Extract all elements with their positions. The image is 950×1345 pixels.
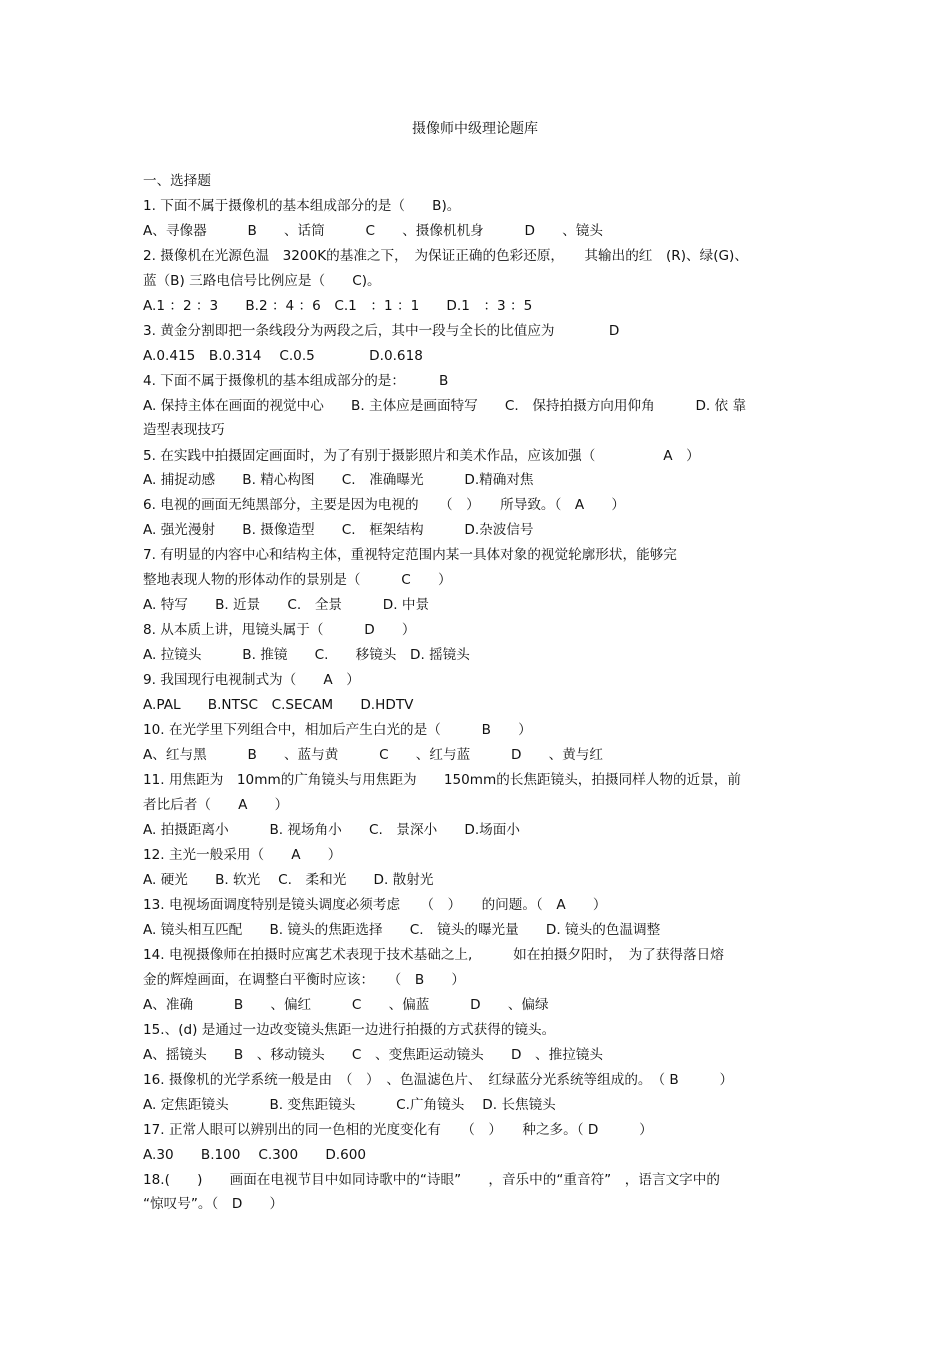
text-line: 6. 电视的画面无纯黑部分，主要是因为电视的 （ ） 所导致。（ A ） xyxy=(143,497,625,513)
text-line: 8. 从本质上讲，甩镜头属于（ D ） xyxy=(143,622,416,638)
text-line: A.PAL B.NTSC C.SECAM D.HDTV xyxy=(143,697,414,713)
text-line: 13. 电视场面调度特别是镜头调度必须考虑 （ ） 的问题。（ A ） xyxy=(143,897,607,913)
text-line: 4. 下面不属于摄像机的基本组成部分的是： B xyxy=(143,373,449,389)
text-line: 18.( ) 画面在电视节目中如同诗歌中的“诗眼” ，音乐中的“重音符” ，语言文字中的 xyxy=(143,1172,720,1188)
text-line: A. 拉镜头 B. 推镜 C. 移镜头 D. 摇镜头 xyxy=(143,647,470,663)
text-line: A. 定焦距镜头 B. 变焦距镜头 C.广角镜头 D. 长焦镜头 xyxy=(143,1097,556,1113)
text-line: A. 捕捉动感 B. 精心构图 C. 准确曝光 D.精确对焦 xyxy=(143,472,534,488)
text-line: A.30 B.100 C.300 D.600 xyxy=(143,1147,367,1163)
text-line: A. 强光漫射 B. 摄像造型 C. 框架结构 D.杂波信号 xyxy=(143,522,534,538)
text-line: A.1 ：2 ：3 B.2 ：4 ：6 C.1 ：1 ：1 D.1 ：3 ：5 xyxy=(143,298,533,314)
text-line: 16. 摄像机的光学系统一般是由 （ ） 、色温滤色片、 红绿蓝分光系统等组成的。 （ B ） xyxy=(143,1072,734,1088)
text-line: 5. 在实践中拍摄固定画面时，为了有别于摄影照片和美术作品，应该加强（ A ） xyxy=(143,448,700,464)
text-line: A. 硬光 B. 软光 C. 柔和光 D. 散射光 xyxy=(143,872,434,888)
text-line: A、摇镜头 B 、移动镜头 C 、变焦距运动镜头 D 、推拉镜头 xyxy=(143,1047,603,1063)
text-line: 11. 用焦距为 10mm的广角镜头与用焦距为 150mm的长焦距镜头，拍摄同样人物的近景，前 xyxy=(143,772,741,788)
text-line: 9. 我国现行电视制式为（ A ） xyxy=(143,672,360,688)
text-line: A、准确 B 、偏红 C 、偏蓝 D 、偏绿 xyxy=(143,997,549,1013)
text-line: “惊叹号”。（ D ） xyxy=(143,1196,284,1212)
text-line: 一、选择题 xyxy=(143,173,211,189)
text-line: A. 拍摄距离小 B. 视场角小 C. 景深小 D.场面小 xyxy=(143,822,520,838)
text-line: A.0.415 B.0.314 C.0.5 D.0.618 xyxy=(143,348,423,364)
text-line: 10. 在光学里下列组合中，相加后产生白光的是（ B ） xyxy=(143,722,532,738)
text-line: 12. 主光一般采用（ A ） xyxy=(143,847,342,863)
page-title: 摄像师中级理论题库 xyxy=(412,121,538,137)
text-line: 1. 下面不属于摄像机的基本组成部分的是（ B)。 xyxy=(143,198,461,214)
text-line: 15.、(d) 是通过一边改变镜头焦距一边进行拍摄的方式获得的镜头。 xyxy=(143,1022,556,1038)
text-line: 2. 摄像机在光源色温 3200K的基准之下， 为保证正确的色彩还原， 其输出的红 (R)、绿(G)、 xyxy=(143,248,748,264)
text-line: 者比后者（ A ） xyxy=(143,797,289,813)
text-line: A、红与黑 B 、蓝与黄 C 、红与蓝 D 、黄与红 xyxy=(143,747,603,763)
text-line: 造型表现技巧 xyxy=(143,422,225,438)
text-line: 17. 正常人眼可以辨别出的同一色相的光度变化有 （ ） 种之多。（ D ） xyxy=(143,1122,653,1138)
text-line: A、寻像器 B 、话筒 C 、摄像机机身 D 、镜头 xyxy=(143,223,603,239)
text-line: A. 镜头相互匹配 B. 镜头的焦距选择 C. 镜头的曝光量 D. 镜头的色温调整 xyxy=(143,922,661,938)
text-line: 蓝（B) 三路电信号比例应是（ C)。 xyxy=(143,273,381,289)
text-line: 整地表现人物的形体动作的景别是（ C ） xyxy=(143,572,452,588)
text-line: 14. 电视摄像师在拍摄时应寓艺术表现于技术基础之上, 如在拍摄夕阳时， 为了获得落日熔 xyxy=(143,947,724,963)
text-line: A. 保持主体在画面的视觉中心 B. 主体应是画面特写 C. 保持拍摄方向用仰角 D. 依 靠 xyxy=(143,398,747,414)
text-line: 7. 有明显的内容中心和结构主体，重视特定范围内某一具体对象的视觉轮廓形状，能够完 xyxy=(143,547,677,563)
text-line: 3. 黄金分割即把一条线段分为两段之后，其中一段与全长的比值应为 D xyxy=(143,323,620,339)
text-line: A. 特写 B. 近景 C. 全景 D. 中景 xyxy=(143,597,430,613)
text-line: 金的辉煌画面，在调整白平衡时应该： （ B ） xyxy=(143,972,465,988)
